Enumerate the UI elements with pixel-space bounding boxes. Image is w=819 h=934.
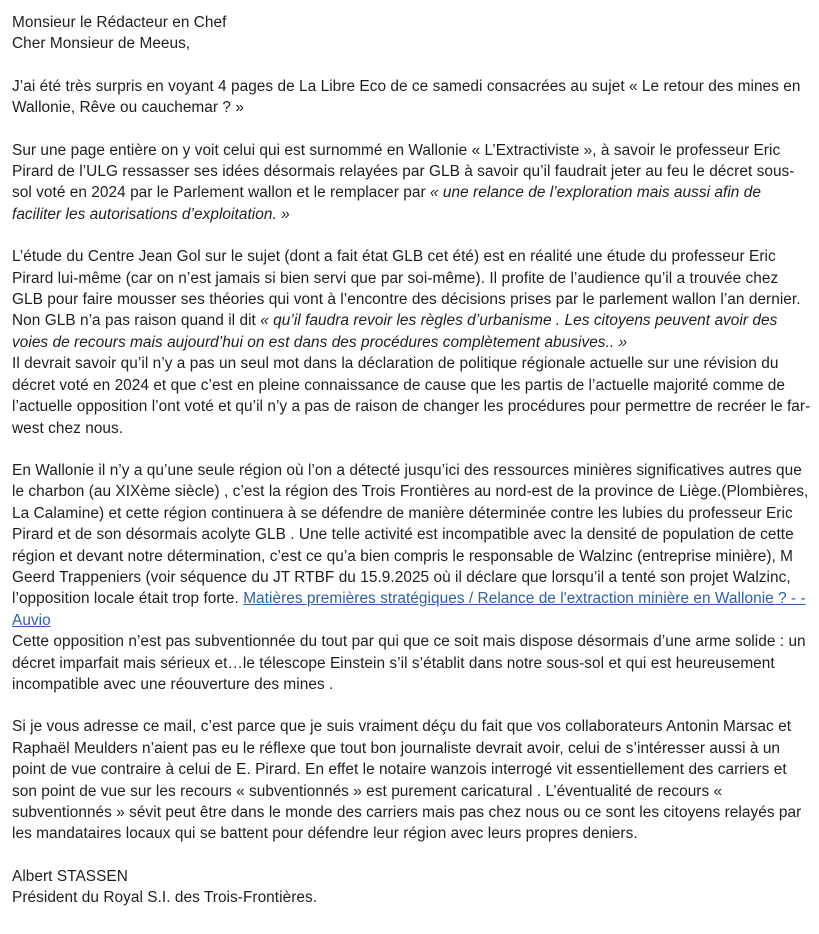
- auvio-link[interactable]: Matières premières stratégiques / Relance de l'extraction minière en Wallonie ? - - Auvio: [12, 590, 806, 629]
- spacer: [12, 119, 812, 140]
- paragraph-trois-frontieres: [12, 460, 812, 631]
- paragraph-declaration: Il devrait savoir qu’il n’y a pas un seul mot dans la déclaration de politique régionale actuelle sur une révision du décret voté en 2024 et que c’est en pleine connaissance de cause que les partis de l’actuelle majorité comme de l’actuelle opposition l’ont voté et qu’il n’y a pas de raison de changer les procédures pour permettre de recréer le far-west chez nous.: [12, 355, 811, 437]
- paragraph-pirard: [12, 140, 812, 226]
- spacer: [12, 845, 812, 866]
- salutation-line-1: Monsieur le Rédacteur en Chef: [12, 14, 227, 31]
- spacer: [12, 55, 812, 76]
- spacer: [12, 695, 812, 716]
- paragraph-journalists: Si je vous adresse ce mail, c’est parce que je suis vraiment déçu du fait que vos collaborateurs Antonin Marsac et Raphaël Meulders n’aient pas eu le réflexe que tout bon journaliste devrait avoir, celui de s’intéresser aussi à un point de vue contraire à celui de E. Pirard. En effet le notaire wanzois interrogé vit essentiellement des carriers et son point de vue sur les recours « subventionnés » est purement caricatural . L’éventualité de recours « subventionnés » sévit peut être dans le monde des carriers mais pas chez nous ou ce sont les citoyens relayés par les mandataires locaux qui se battent pour défendre leur région avec leurs propres deniers.: [12, 718, 802, 843]
- signature-title: Président du Royal S.I. des Trois-Frontières.: [12, 889, 318, 907]
- paragraph-intro: J’ai été très surpris en voyant 4 pages de La Libre Eco de ce samedi consacrées au sujet « Le retour des mines en Wallonie, Rêve ou cauchemar ? »: [12, 77, 801, 117]
- spacer: [12, 439, 812, 460]
- paragraph-pirard-quote: « une relance de l’exploration mais aussi afin de faciliter les autorisations d’exploitation. »: [12, 184, 761, 223]
- paragraph-glb-quote: « qu’il faudra revoir les règles d’urbanisme . Les citoyens peuvent avoir des voies de recours mais aujourd’hui on est dans des procédures complètement abusives.. »: [12, 312, 778, 351]
- signature-name: Albert STASSEN: [12, 867, 128, 885]
- paragraph-glb-intro: Non GLB n’a pas raison quand il dit: [12, 312, 261, 330]
- paragraph-trois-frontieres-text: En Wallonie il n’y a qu’une seule région où l’on a détecté jusqu’ici des ressources minières significatives autres que le charbon (au XIXème siècle) , c’est la région des Trois Frontières au nord-est de la province de Liège.(Plombières, La Calamine) et cette région continuera à se défendre de manière déterminée contre les lubies du professeur Eric Pirard et de son désormais acolyte GLB . Une telle activité est incompatible avec la densité de population de cette région et devant notre détermination, c’est ce qu’a bien compris le responsable de Walzinc (entreprise minière), M Geerd Trappeniers (voir séquence du JT RTBF du 15.9.2025 où il déclare que lorsqu’il a tenté son projet Walzinc, l’opposition locale était trop forte.: [12, 461, 809, 608]
- spacer: [12, 225, 812, 246]
- letter-body: [12, 12, 812, 909]
- paragraph-glb: [12, 310, 812, 353]
- paragraph-opposition: Cette opposition n’est pas subventionnée du tout par qui que ce soit mais dispose désormais d’une arme solide : un décret imparfait mais sérieux et…le télescope Einstein s’il s’établit dans notre sous-sol et qui est heureusement incompatible avec une réouverture des mines .: [12, 633, 806, 693]
- salutation-line-2: Cher Monsieur de Meeus,: [12, 35, 191, 53]
- paragraph-pirard-text: Sur une page entière on y voit celui qui est surnommé en Wallonie « L’Extractiviste », à savoir le professeur Eric Pirard de l’ULG ressasser ses idées désormais relayées par GLB à savoir qu’il faudrait jeter au feu le décret sous-sol voté en 2024 par le Parlement wallon et le remplacer par: [12, 141, 795, 202]
- paragraph-jean-gol: L’étude du Centre Jean Gol sur le sujet (dont a fait état GLB cet été) est en réalité une étude du professeur Eric Pirard lui-même (car on n’est jamais si bien servi que par soi-même). Il profite de l’audience qu’il a trouvée chez GLB pour faire mousser ses théories qui vont à l’encontre des décisions prises par le parlement wallon l’an dernier.: [12, 248, 801, 309]
